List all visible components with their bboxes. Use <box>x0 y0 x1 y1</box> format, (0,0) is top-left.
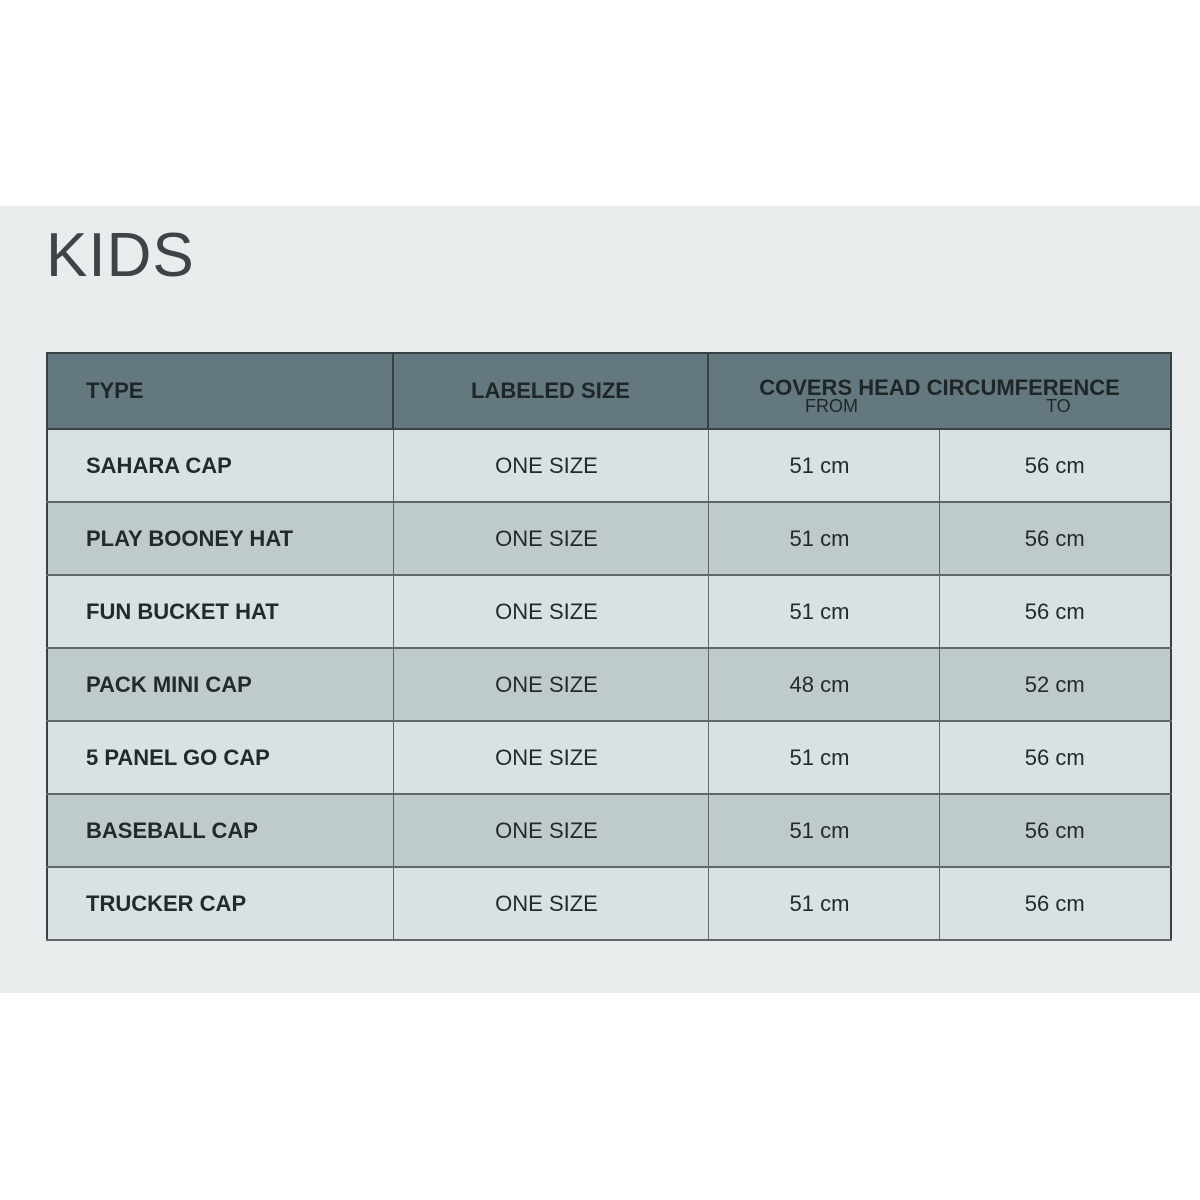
row-from: 51 cm <box>708 721 939 794</box>
row-type: BASEBALL CAP <box>47 794 393 867</box>
row-labeled-size: ONE SIZE <box>393 648 708 721</box>
table-row <box>47 721 1171 794</box>
header-type: TYPE <box>47 353 393 429</box>
row-from: 51 cm <box>708 575 939 648</box>
table-row <box>47 648 1171 721</box>
table-body <box>47 429 1171 940</box>
row-to: 56 cm <box>939 794 1171 867</box>
row-from: 51 cm <box>708 794 939 867</box>
table-row <box>47 867 1171 940</box>
row-labeled-size: ONE SIZE <box>393 575 708 648</box>
row-to: 56 cm <box>939 867 1171 940</box>
table-row <box>47 794 1171 867</box>
row-from: 51 cm <box>708 867 939 940</box>
row-labeled-size: ONE SIZE <box>393 794 708 867</box>
table-header <box>47 353 1171 429</box>
header-row <box>47 353 1171 429</box>
row-to: 56 cm <box>939 502 1171 575</box>
header-labeled-size: LABELED SIZE <box>393 353 708 429</box>
row-type: SAHARA CAP <box>47 429 393 502</box>
row-type: TRUCKER CAP <box>47 867 393 940</box>
row-type: PLAY BOONEY HAT <box>47 502 393 575</box>
row-labeled-size: ONE SIZE <box>393 502 708 575</box>
row-type: PACK MINI CAP <box>47 648 393 721</box>
size-chart-table <box>46 352 1172 941</box>
row-from: 48 cm <box>708 648 939 721</box>
row-labeled-size: ONE SIZE <box>393 721 708 794</box>
header-head-circumference <box>708 353 1171 429</box>
header-from: FROM <box>805 396 858 416</box>
row-type: 5 PANEL GO CAP <box>47 721 393 794</box>
page-title: KIDS <box>46 221 195 290</box>
row-from: 51 cm <box>708 429 939 502</box>
row-to: 56 cm <box>939 575 1171 648</box>
header-to: TO <box>1046 396 1071 416</box>
row-labeled-size: ONE SIZE <box>393 867 708 940</box>
table-row <box>47 502 1171 575</box>
row-labeled-size: ONE SIZE <box>393 429 708 502</box>
row-to: 56 cm <box>939 429 1171 502</box>
row-type: FUN BUCKET HAT <box>47 575 393 648</box>
row-to: 56 cm <box>939 721 1171 794</box>
table-row <box>47 429 1171 502</box>
row-from: 51 cm <box>708 502 939 575</box>
table-row <box>47 575 1171 648</box>
header-range-title: COVERS HEAD CIRCUMFERENCE <box>759 375 1120 400</box>
row-to: 52 cm <box>939 648 1171 721</box>
